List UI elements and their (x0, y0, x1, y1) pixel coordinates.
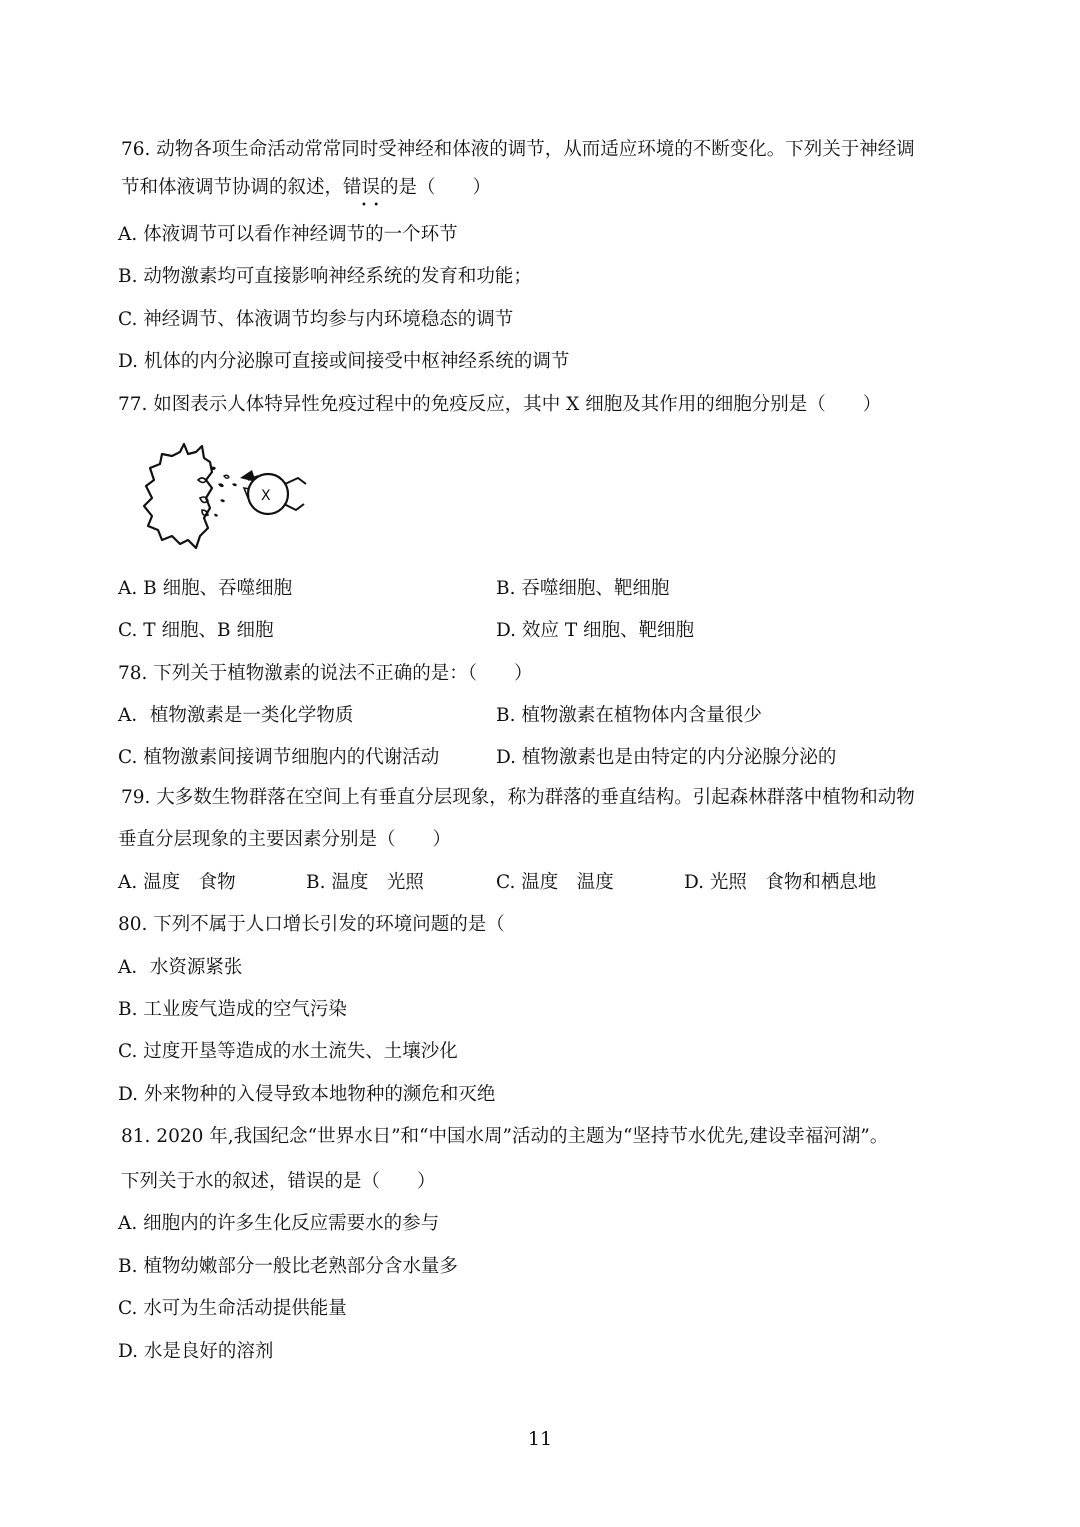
q79-option-c: C. 温度 温度 (496, 872, 614, 893)
q81-stem-line2: 下列关于水的叙述，错误的是（ ） (121, 1171, 436, 1192)
q76-option-c: C. 神经调节、体液调节均参与内环境稳态的调节 (118, 309, 514, 330)
q77-stem: 77. 如图表示人体特异性免疫过程中的免疫反应，其中 X 细胞及其作用的细胞分别是（ ） (118, 394, 882, 415)
q78-option-a: A．植物激素是一类化学物质 (118, 705, 354, 726)
q80-stem: 80. 下列不属于人口增长引发的环境问题的是（ (118, 914, 505, 935)
q77-option-c: C. T 细胞、B 细胞 (118, 620, 274, 641)
q80-option-c: C. 过度开垦等造成的水土流失、土壤沙化 (118, 1041, 458, 1062)
q76-option-d: D. 机体的内分泌腺可直接或间接受中枢神经系统的调节 (118, 351, 570, 372)
q79-stem-line1: 79. 大多数生物群落在空间上有垂直分层现象，称为群落的垂直结构。引起森林群落中植物和动物 (121, 787, 915, 808)
q80-option-b: B. 工业废气造成的空气污染 (118, 999, 347, 1020)
q77-option-d: D. 效应 T 细胞、靶细胞 (496, 620, 695, 641)
q79-option-d: D. 光照 食物和栖息地 (684, 872, 877, 893)
q78-option-c: C. 植物激素间接调节细胞内的代谢活动 (118, 747, 440, 768)
q76-stem-line1: 76. 动物各项生命活动常常同时受神经和体液的调节，从而适应环境的不断变化。下列关于神经调 (121, 139, 915, 160)
q81-stem-line1: 81. 2020 年,我国纪念“世界水日”和“中国水周”活动的主题为“坚持节水优先,建设幸福河湖”。 (121, 1126, 889, 1147)
q80-option-d: D. 外来物种的入侵导致本地物种的濒危和灭绝 (118, 1084, 496, 1105)
q76-stem-line2: 节和体液调节协调的叙述，错误的是（ ） (121, 177, 492, 198)
figure-x-label: X (261, 488, 271, 504)
q76-option-a: A. 体液调节可以看作神经调节的一个环节 (118, 224, 458, 245)
q80-option-a: A．水资源紧张 (118, 957, 243, 978)
q76-option-b: B. 动物激素均可直接影响神经系统的发育和功能； (118, 266, 532, 287)
q78-option-d: D. 植物激素也是由特定的内分泌腺分泌的 (496, 747, 837, 768)
q78-option-b: B. 植物激素在植物体内含量很少 (496, 705, 762, 726)
q81-option-c: C. 水可为生命活动提供能量 (118, 1298, 347, 1319)
q81-option-b: B. 植物幼嫩部分一般比老熟部分含水量多 (118, 1256, 458, 1277)
q81-option-d: D. 水是良好的溶剂 (118, 1341, 274, 1362)
immune-reaction-figure (140, 440, 315, 558)
q81-option-a: A. 细胞内的许多生化反应需要水的参与 (118, 1213, 440, 1234)
page-number: 11 (527, 1428, 553, 1450)
q77-option-b: B. 吞噬细胞、靶细胞 (496, 578, 670, 599)
q77-option-a: A. B 细胞、吞噬细胞 (118, 578, 293, 599)
q79-stem-line2: 垂直分层现象的主要因素分别是（ ） (118, 829, 452, 850)
q79-option-a: A. 温度 食物 (118, 872, 236, 893)
q79-option-b: B. 温度 光照 (306, 872, 424, 893)
emphasis-dots: • • (361, 200, 380, 211)
q78-stem: 78. 下列关于植物激素的说法不正确的是：（ ） (118, 663, 533, 684)
